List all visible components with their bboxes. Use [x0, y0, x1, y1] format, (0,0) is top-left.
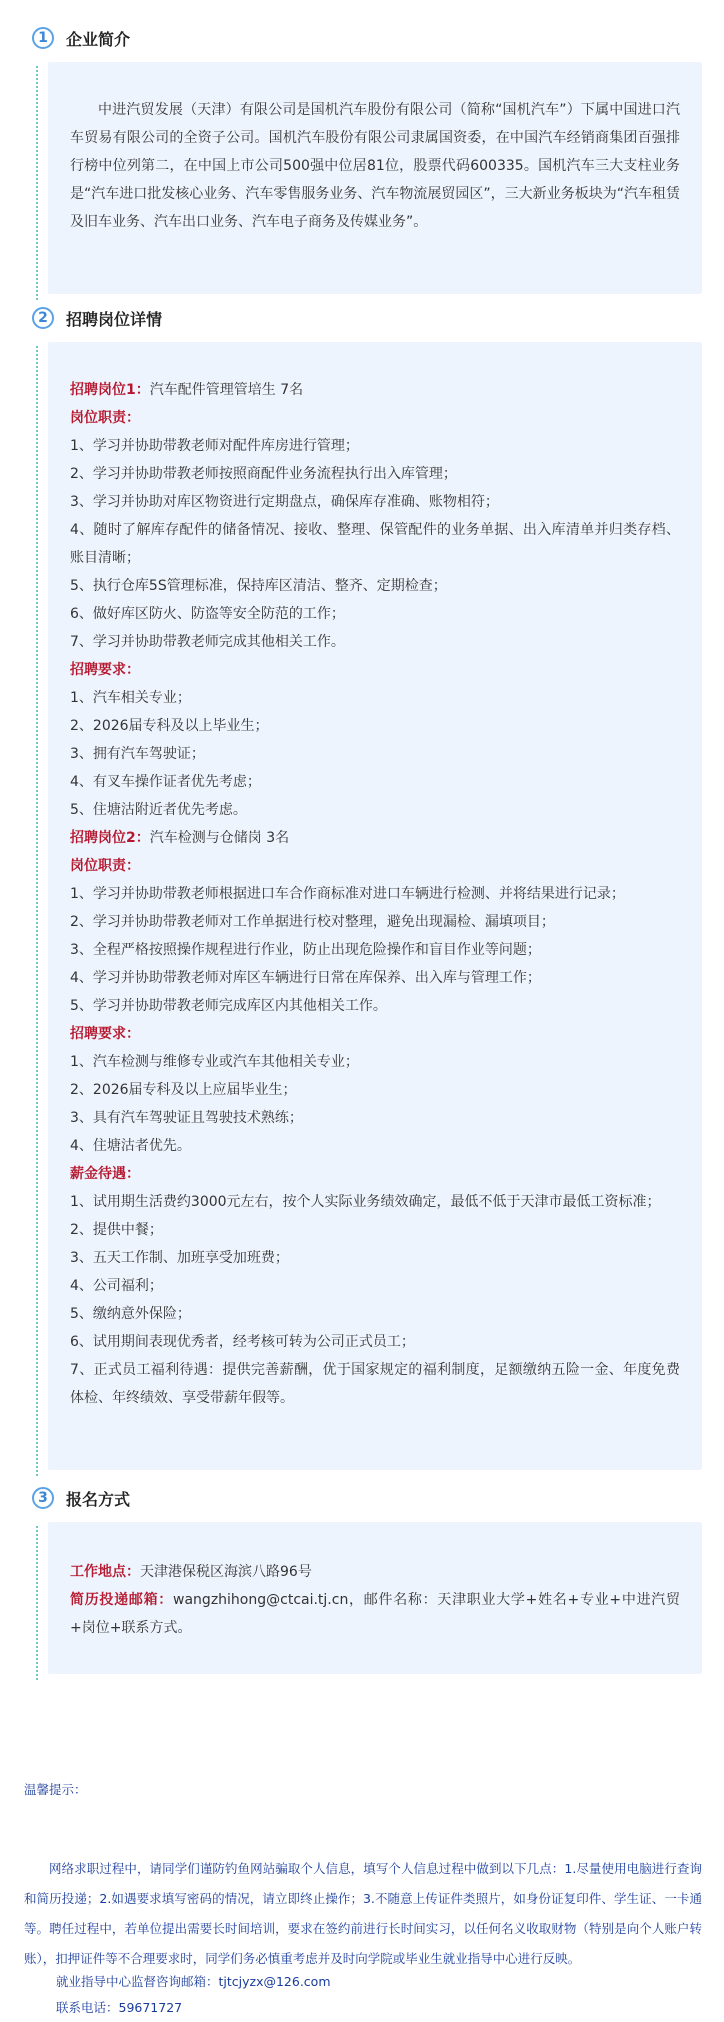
location-line: [70, 1558, 680, 1586]
duty-heading: 岗位职责：: [70, 410, 140, 426]
post2-value: 汽车检测与仓储岗 3名: [149, 830, 290, 846]
list-item: 7、学习并协助带教老师完成其他相关工作。: [70, 634, 345, 650]
location-value: 天津港保税区海滨八路96号: [140, 1564, 312, 1580]
email-value[interactable]: wangzhihong@ctcai.tj.cn，邮件名称：天津职业大学+姓名+专业+中进汽贸+岗位+联系方式。: [70, 1592, 681, 1636]
section-application: [30, 1484, 702, 1674]
list-item: 4、公司福利；: [70, 1278, 163, 1294]
section-header: [30, 24, 702, 52]
list-item: 7、正式员工福利待遇：提供完善薪酬，优于国家规定的福利制度，足额缴纳五险一金、年度免费体检、年终绩效、享受带薪年假等。: [70, 1362, 680, 1406]
section-header: [30, 304, 702, 332]
supervision-email[interactable]: 就业指导中心监督咨询邮箱：tjtcjyzx@126.com: [56, 1974, 331, 1989]
list-item: 5、缴纳意外保险；: [70, 1306, 191, 1322]
section-title: 报名方式: [66, 1489, 131, 1509]
post2-line: [70, 824, 680, 852]
list-item: 2、2026届专科及以上毕业生；: [70, 718, 269, 734]
list-item: 5、住塘沽附近者优先考虑。: [70, 802, 247, 818]
list-item: 4、住塘沽者优先。: [70, 1138, 191, 1154]
list-item: 1、学习并协助带教老师根据进口车合作商标准对进口车辆进行检测、并将结果进行记录；: [70, 886, 625, 902]
email-line: [70, 1586, 680, 1642]
list-item: 3、具有汽车驾驶证且驾驶技术熟练；: [70, 1110, 303, 1126]
list-item: 1、汽车相关专业；: [70, 690, 191, 706]
list-item: 2、学习并协助带教老师按照商配件业务流程执行出入库管理；: [70, 466, 457, 482]
section-number-badge: 3: [32, 1487, 54, 1509]
tips-section: [24, 1780, 704, 2020]
post1-line: [70, 376, 680, 404]
list-item: 3、学习并协助对库区物资进行定期盘点，确保库存准确、账物相符；: [70, 494, 499, 510]
section-number-badge: 2: [32, 307, 54, 329]
post1-value: 汽车配件管理管培生 7名: [149, 382, 304, 398]
section-company-intro: [30, 24, 702, 294]
list-item: 2、学习并协助带教老师对工作单据进行校对整理，避免出现漏检、漏填项目；: [70, 914, 555, 930]
section-header: [30, 1484, 702, 1512]
req-heading: 招聘要求：: [70, 1026, 140, 1042]
list-item: 3、全程严格按照操作规程进行作业，防止出现危险操作和盲目作业等问题；: [70, 942, 541, 958]
intro-card: [48, 62, 702, 294]
list-item: 5、执行仓库5S管理标准，保持库区清洁、整齐、定期检查；: [70, 578, 447, 594]
duty-heading: 岗位职责：: [70, 858, 140, 874]
tips-paragraph: 网络求职过程中，请同学们谨防钓鱼网站骗取个人信息，填写个人信息过程中做到以下几点：1.尽量使用电脑进行查询和简历投递；2.如遇要求填写密码的情况，请立即终止操作；3.不随意上传证件类照片，如身份证复印件、学生证、一卡通等。聘任过程中，若单位提出需要长时间培训，要求在签约前进行长时间实习，以任何名义收取财物（特别是向个人账户转账），扣押证件等不合理要求时，同学们务必慎重考虑并及时向学院或毕业生就业指导中心进行反映。: [24, 1861, 702, 1966]
list-item: 4、随时了解库存配件的储备情况、接收、整理、保管配件的业务单据、出入库清单并归类存档、账目清晰；: [70, 522, 680, 566]
list-item: 1、试用期生活费约3000元左右，按个人实际业务绩效确定，最低不低于天津市最低工资标准；: [70, 1194, 661, 1210]
section-number-badge: 1: [32, 27, 54, 49]
list-item: 5、学习并协助带教老师完成库区内其他相关工作。: [70, 998, 387, 1014]
section-job-details: [30, 304, 702, 1470]
list-item: 2、提供中餐；: [70, 1222, 163, 1238]
post2-label: 招聘岗位2：: [70, 830, 150, 846]
email-label: 简历投递邮箱：: [70, 1592, 174, 1608]
list-item: 3、拥有汽车驾驶证；: [70, 746, 205, 762]
section-title: 企业简介: [66, 29, 131, 49]
intro-paragraph: 中进汽贸发展（天津）有限公司是国机汽车股份有限公司（简称“国机汽车”）下属中国进口汽车贸易有限公司的全资子公司。国机汽车股份有限公司隶属国资委，在中国汽车经销商集团百强排行榜中位列第二，在中国上市公司500强中位居81位，股票代码600335。国机汽车三大支柱业务是“汽车进口批发核心业务、汽车零售服务业务、汽车物流展贸园区”，三大新业务板块为“汽车租赁及旧车业务、汽车出口业务、汽车电子商务及传媒业务”。: [70, 102, 680, 230]
salary-heading: 薪金待遇：: [70, 1166, 140, 1182]
apply-card: [48, 1522, 702, 1674]
dotted-divider: [36, 1526, 38, 1680]
dotted-divider: [36, 66, 38, 300]
tips-label: 温馨提示：: [24, 1782, 87, 1797]
section-title: 招聘岗位详情: [66, 309, 163, 329]
req-heading: 招聘要求：: [70, 662, 140, 678]
job-card: [48, 342, 702, 1470]
list-item: 4、有叉车操作证者优先考虑；: [70, 774, 261, 790]
list-item: 6、做好库区防火、防盗等安全防范的工作；: [70, 606, 345, 622]
list-item: 3、五天工作制、加班享受加班费；: [70, 1250, 289, 1266]
contact-phone: 联系电话：59671727: [56, 2000, 183, 2015]
list-item: 1、学习并协助带教老师对配件库房进行管理；: [70, 438, 359, 454]
location-label: 工作地点：: [70, 1564, 140, 1580]
list-item: 4、学习并协助带教老师对库区车辆进行日常在库保养、出入库与管理工作；: [70, 970, 541, 986]
list-item: 2、2026届专科及以上应届毕业生；: [70, 1082, 297, 1098]
post1-label: 招聘岗位1：: [70, 382, 150, 398]
dotted-divider: [36, 346, 38, 1476]
list-item: 1、汽车检测与维修专业或汽车其他相关专业；: [70, 1054, 359, 1070]
list-item: 6、试用期间表现优秀者，经考核可转为公司正式员工；: [70, 1334, 415, 1350]
